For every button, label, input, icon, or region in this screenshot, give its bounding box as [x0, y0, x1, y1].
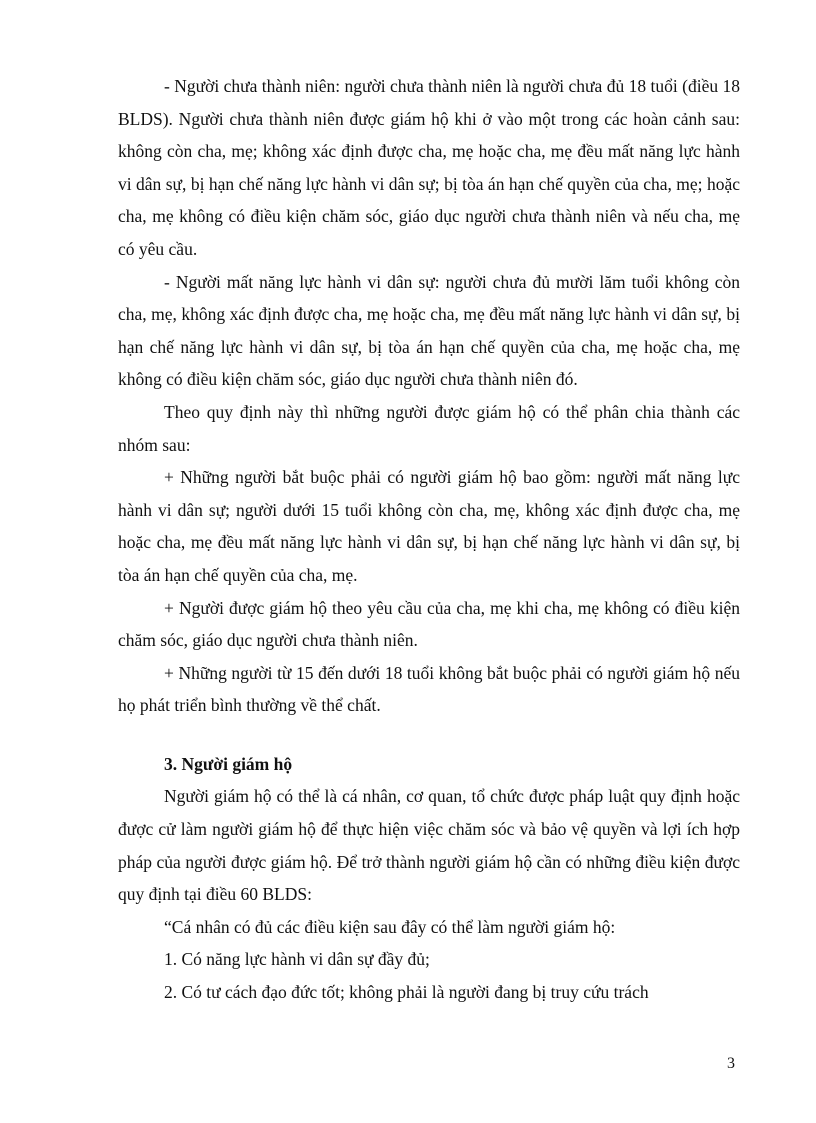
paragraph-quote-intro: “Cá nhân có đủ các điều kiện sau đây có thể làm người giám hộ:: [164, 916, 616, 937]
paragraph-condition-1: 1. Có năng lực hành vi dân sự đầy đủ;: [164, 949, 430, 970]
paragraph-requested-guardianship: + Người được giám hộ theo yêu cầu của cha, mẹ khi cha, mẹ không có điều kiện chăm sóc, giáo dục người chưa thành niên.: [118, 597, 740, 651]
paragraph-guardian-definition: Người giám hộ có thể là cá nhân, cơ quan, tổ chức được pháp luật quy định hoặc được cử làm người giám hộ để thực hiện việc chăm sóc và bảo vệ quyền và lợi ích hợp pháp của người được giám hộ. Để trở thành người giám hộ cần có những điều kiện được quy định tại điều 60 BLDS:: [118, 786, 740, 905]
paragraph-minor-definition: - Người chưa thành niên: người chưa thành niên là người chưa đủ 18 tuổi (điều 18 BLDS). Người chưa thành niên được giám hộ khi ở vào một trong các hoàn cảnh sau: không còn cha, mẹ; không xác định được cha, mẹ hoặc cha, mẹ đều mất năng lực hành vi dân sự, bị hạn chế năng lực hành vi dân sự; bị tòa án hạn chế quyền của cha, mẹ; hoặc cha, mẹ không có điều kiện chăm sóc, giáo dục người chưa thành niên và nếu cha, mẹ có yêu cầu.: [118, 76, 740, 259]
document-page: [118, 70, 740, 1009]
paragraph-optional-guardianship: + Những người từ 15 đến dưới 18 tuổi không bắt buộc phải có người giám hộ nếu họ phát triển bình thường về thể chất.: [118, 662, 740, 716]
paragraph-grouping-intro: Theo quy định này thì những người được giám hộ có thể phân chia thành các nhóm sau:: [118, 401, 740, 455]
section-heading: 3. Người giám hộ: [164, 753, 293, 774]
paragraph-incapacitated-definition: - Người mất năng lực hành vi dân sự: người chưa đủ mười lăm tuổi không còn cha, mẹ, không xác định được cha, mẹ hoặc cha, mẹ đều mất năng lực hành vi dân sự, bị hạn chế năng lực hành vi dân sự, bị tòa án hạn chế quyền của cha, mẹ hoặc cha, mẹ không có điều kiện chăm sóc, giáo dục người chưa thành niên đó.: [118, 271, 740, 390]
paragraph-condition-2: 2. Có tư cách đạo đức tốt; không phải là người đang bị truy cứu trách: [164, 982, 649, 1003]
paragraph-mandatory-guardianship: + Những người bắt buộc phải có người giám hộ bao gồm: người mất năng lực hành vi dân sự; người dưới 15 tuổi không còn cha, mẹ, không xác định được cha, mẹ hoặc cha, mẹ đều mất năng lực hành vi dân sự, bị hạn chế năng lực hành vi dân sự, bị tòa án hạn chế quyền của cha, mẹ.: [118, 467, 740, 585]
page-number: 3: [727, 1055, 735, 1072]
section-spacer: [118, 722, 740, 748]
